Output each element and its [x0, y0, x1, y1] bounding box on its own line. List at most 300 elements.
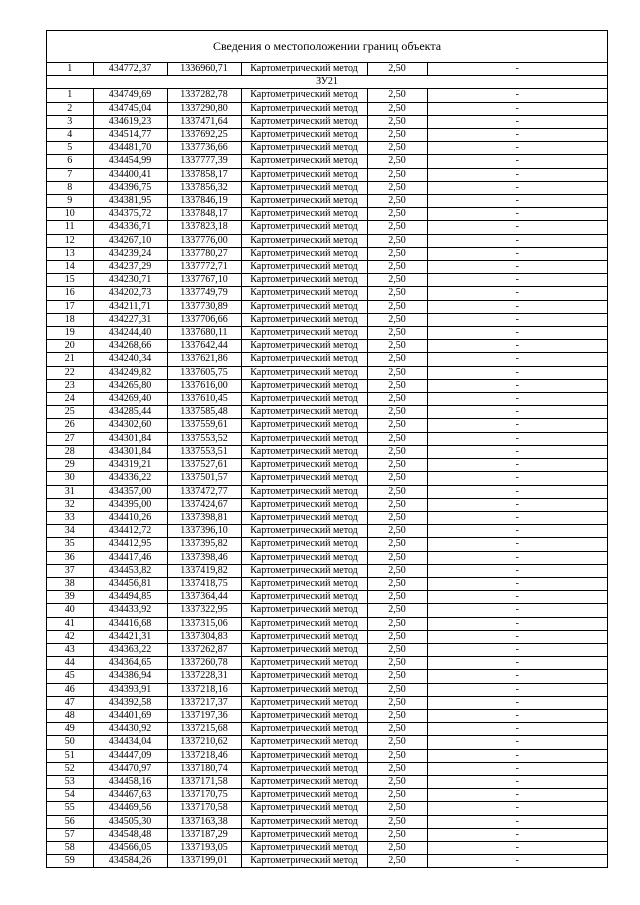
- table-row: [47, 340, 607, 353]
- coord-y: 1337772,71: [167, 261, 241, 274]
- method: Картометрический метод: [241, 445, 367, 458]
- coord-x: 434417,46: [93, 551, 167, 564]
- method: Картометрический метод: [241, 393, 367, 406]
- coord-y: 1337398,81: [167, 511, 241, 524]
- point-number: 47: [47, 696, 93, 709]
- method: Картометрический метод: [241, 498, 367, 511]
- accuracy: 2,50: [367, 538, 427, 551]
- table-row: [47, 762, 607, 775]
- accuracy: 2,50: [367, 379, 427, 392]
- method: Картометрический метод: [241, 300, 367, 313]
- point-number: 38: [47, 577, 93, 590]
- coord-y: 1337553,51: [167, 445, 241, 458]
- coord-y: 1337398,46: [167, 551, 241, 564]
- coord-x: 434447,09: [93, 749, 167, 762]
- method: Картометрический метод: [241, 379, 367, 392]
- point-number: 35: [47, 538, 93, 551]
- table-row: [47, 789, 607, 802]
- coord-y: 1337199,01: [167, 855, 241, 868]
- coord-x: 434363,22: [93, 643, 167, 656]
- point-number: 39: [47, 591, 93, 604]
- description: -: [427, 696, 607, 709]
- coord-y: 1337585,48: [167, 406, 241, 419]
- accuracy: 2,50: [367, 234, 427, 247]
- table-row: [47, 630, 607, 643]
- point-number: 43: [47, 643, 93, 656]
- coord-y: 1337210,62: [167, 736, 241, 749]
- description: -: [427, 63, 607, 76]
- table-row: [47, 327, 607, 340]
- method: Картометрический метод: [241, 181, 367, 194]
- method: Картометрический метод: [241, 459, 367, 472]
- description: -: [427, 168, 607, 181]
- description: -: [427, 247, 607, 260]
- coord-y: 1337315,06: [167, 617, 241, 630]
- description: -: [427, 195, 607, 208]
- coord-x: 434619,23: [93, 115, 167, 128]
- accuracy: 2,50: [367, 102, 427, 115]
- coord-x: 434416,68: [93, 617, 167, 630]
- coord-y: 1337776,00: [167, 234, 241, 247]
- description: -: [427, 261, 607, 274]
- method: Картометрический метод: [241, 670, 367, 683]
- point-number: 14: [47, 261, 93, 274]
- description: -: [427, 736, 607, 749]
- coord-y: 1337706,66: [167, 313, 241, 326]
- method: Картометрический метод: [241, 511, 367, 524]
- method: Картометрический метод: [241, 538, 367, 551]
- table-row: [47, 538, 607, 551]
- table-row: [47, 274, 607, 287]
- table-row: [47, 683, 607, 696]
- point-number: 23: [47, 379, 93, 392]
- method: Картометрический метод: [241, 274, 367, 287]
- table-title: Сведения о местоположении границ объекта: [47, 31, 607, 63]
- method: Картометрический метод: [241, 327, 367, 340]
- table-row: [47, 393, 607, 406]
- method: Картометрический метод: [241, 208, 367, 221]
- point-number: 37: [47, 564, 93, 577]
- accuracy: 2,50: [367, 551, 427, 564]
- description: -: [427, 525, 607, 538]
- coord-y: 1337419,82: [167, 564, 241, 577]
- description: -: [427, 577, 607, 590]
- accuracy: 2,50: [367, 353, 427, 366]
- table-row: [47, 775, 607, 788]
- description: -: [427, 340, 607, 353]
- accuracy: 2,50: [367, 393, 427, 406]
- coord-x: 434566,05: [93, 841, 167, 854]
- coord-y: 1337749,79: [167, 287, 241, 300]
- method: Картометрический метод: [241, 723, 367, 736]
- table-row: [47, 353, 607, 366]
- coord-y: 1337364,44: [167, 591, 241, 604]
- coord-x: 434244,40: [93, 327, 167, 340]
- method: Картометрический метод: [241, 287, 367, 300]
- description: -: [427, 591, 607, 604]
- table-row: [47, 379, 607, 392]
- accuracy: 2,50: [367, 327, 427, 340]
- description: -: [427, 432, 607, 445]
- coord-y: 1336960,71: [167, 63, 241, 76]
- table-row: [47, 181, 607, 194]
- coord-x: 434364,65: [93, 657, 167, 670]
- coord-x: 434469,56: [93, 802, 167, 815]
- coord-y: 1337424,67: [167, 498, 241, 511]
- point-number: 1: [47, 89, 93, 102]
- point-number: 12: [47, 234, 93, 247]
- point-number: 28: [47, 445, 93, 458]
- coord-y: 1337171,58: [167, 775, 241, 788]
- method: Картометрический метод: [241, 657, 367, 670]
- accuracy: 2,50: [367, 195, 427, 208]
- method: Картометрический метод: [241, 762, 367, 775]
- description: -: [427, 379, 607, 392]
- description: -: [427, 841, 607, 854]
- point-number: 22: [47, 366, 93, 379]
- description: -: [427, 89, 607, 102]
- coord-y: 1337767,10: [167, 274, 241, 287]
- method: Картометрический метод: [241, 313, 367, 326]
- description: -: [427, 630, 607, 643]
- point-number: 51: [47, 749, 93, 762]
- description: -: [427, 498, 607, 511]
- description: -: [427, 511, 607, 524]
- point-number: 15: [47, 274, 93, 287]
- coord-x: 434401,69: [93, 709, 167, 722]
- method: Картометрический метод: [241, 261, 367, 274]
- table-row: [47, 564, 607, 577]
- method: Картометрический метод: [241, 775, 367, 788]
- coord-x: 434268,66: [93, 340, 167, 353]
- table-row: [47, 142, 607, 155]
- table-row: [47, 643, 607, 656]
- coord-y: 1337471,64: [167, 115, 241, 128]
- method: Картометрический метод: [241, 591, 367, 604]
- coord-x: 434239,24: [93, 247, 167, 260]
- accuracy: 2,50: [367, 366, 427, 379]
- coord-x: 434410,26: [93, 511, 167, 524]
- point-number: 20: [47, 340, 93, 353]
- description: -: [427, 657, 607, 670]
- method: Картометрический метод: [241, 643, 367, 656]
- coord-y: 1337730,89: [167, 300, 241, 313]
- accuracy: 2,50: [367, 221, 427, 234]
- point-number: 45: [47, 670, 93, 683]
- coord-y: 1337680,11: [167, 327, 241, 340]
- section-label: ЗУ21: [47, 76, 607, 89]
- coord-x: 434412,95: [93, 538, 167, 551]
- coord-x: 434336,71: [93, 221, 167, 234]
- accuracy: 2,50: [367, 749, 427, 762]
- description: -: [427, 749, 607, 762]
- method: Картометрический метод: [241, 366, 367, 379]
- accuracy: 2,50: [367, 775, 427, 788]
- description: -: [427, 617, 607, 630]
- point-number: 55: [47, 802, 93, 815]
- coord-y: 1337218,46: [167, 749, 241, 762]
- coord-x: 434375,72: [93, 208, 167, 221]
- point-number: 57: [47, 828, 93, 841]
- point-number: 40: [47, 604, 93, 617]
- point-number: 3: [47, 115, 93, 128]
- coord-x: 434412,72: [93, 525, 167, 538]
- coord-y: 1337304,83: [167, 630, 241, 643]
- table-row: [47, 313, 607, 326]
- accuracy: 2,50: [367, 432, 427, 445]
- coord-y: 1337610,45: [167, 393, 241, 406]
- point-number: 29: [47, 459, 93, 472]
- table-row: [47, 485, 607, 498]
- point-number: 34: [47, 525, 93, 538]
- accuracy: 2,50: [367, 129, 427, 142]
- point-number: 27: [47, 432, 93, 445]
- coord-x: 434386,94: [93, 670, 167, 683]
- table-row: [47, 749, 607, 762]
- description: -: [427, 551, 607, 564]
- table-row: [47, 828, 607, 841]
- method: Картометрический метод: [241, 129, 367, 142]
- description: -: [427, 419, 607, 432]
- coord-x: 434434,04: [93, 736, 167, 749]
- coordinates-table-body: [47, 63, 607, 867]
- point-number: 16: [47, 287, 93, 300]
- accuracy: 2,50: [367, 472, 427, 485]
- description: -: [427, 208, 607, 221]
- point-number: 48: [47, 709, 93, 722]
- coord-x: 434430,92: [93, 723, 167, 736]
- section-row: [47, 76, 607, 89]
- coord-x: 434227,31: [93, 313, 167, 326]
- description: -: [427, 300, 607, 313]
- table-row: [47, 696, 607, 709]
- table-row: [47, 459, 607, 472]
- coord-x: 434470,97: [93, 762, 167, 775]
- point-number: 1: [47, 63, 93, 76]
- coord-x: 434249,82: [93, 366, 167, 379]
- accuracy: 2,50: [367, 406, 427, 419]
- description: -: [427, 815, 607, 828]
- table-row: [47, 221, 607, 234]
- table-row: [47, 591, 607, 604]
- accuracy: 2,50: [367, 683, 427, 696]
- description: -: [427, 855, 607, 868]
- boundary-table-sheet: [46, 30, 608, 868]
- accuracy: 2,50: [367, 841, 427, 854]
- table-row: [47, 657, 607, 670]
- method: Картометрический метод: [241, 168, 367, 181]
- method: Картометрический метод: [241, 525, 367, 538]
- table-row: [47, 855, 607, 868]
- point-number: 56: [47, 815, 93, 828]
- coord-x: 434302,60: [93, 419, 167, 432]
- accuracy: 2,50: [367, 313, 427, 326]
- coord-x: 434467,63: [93, 789, 167, 802]
- accuracy: 2,50: [367, 604, 427, 617]
- description: -: [427, 643, 607, 656]
- description: -: [427, 155, 607, 168]
- table-row: [47, 802, 607, 815]
- coord-x: 434237,29: [93, 261, 167, 274]
- accuracy: 2,50: [367, 670, 427, 683]
- method: Картометрический метод: [241, 696, 367, 709]
- method: Картометрический метод: [241, 63, 367, 76]
- point-number: 9: [47, 195, 93, 208]
- method: Картометрический метод: [241, 247, 367, 260]
- point-number: 58: [47, 841, 93, 854]
- coord-y: 1337395,82: [167, 538, 241, 551]
- point-number: 32: [47, 498, 93, 511]
- table-row: [47, 498, 607, 511]
- coord-x: 434584,26: [93, 855, 167, 868]
- table-row: [47, 709, 607, 722]
- accuracy: 2,50: [367, 591, 427, 604]
- accuracy: 2,50: [367, 643, 427, 656]
- description: -: [427, 221, 607, 234]
- coord-y: 1337322,95: [167, 604, 241, 617]
- coord-y: 1337642,44: [167, 340, 241, 353]
- coord-y: 1337848,17: [167, 208, 241, 221]
- coord-y: 1337197,36: [167, 709, 241, 722]
- table-row: [47, 736, 607, 749]
- coord-x: 434505,30: [93, 815, 167, 828]
- table-row: [47, 195, 607, 208]
- coord-x: 434211,71: [93, 300, 167, 313]
- method: Картометрический метод: [241, 736, 367, 749]
- accuracy: 2,50: [367, 274, 427, 287]
- accuracy: 2,50: [367, 63, 427, 76]
- coord-y: 1337777,39: [167, 155, 241, 168]
- table-row: [47, 841, 607, 854]
- coord-y: 1337501,57: [167, 472, 241, 485]
- table-row: [47, 261, 607, 274]
- coord-y: 1337217,37: [167, 696, 241, 709]
- coord-x: 434458,16: [93, 775, 167, 788]
- method: Картометрический метод: [241, 749, 367, 762]
- coord-y: 1337621,86: [167, 353, 241, 366]
- method: Картометрический метод: [241, 683, 367, 696]
- point-number: 59: [47, 855, 93, 868]
- method: Картометрический метод: [241, 353, 367, 366]
- table-row: [47, 89, 607, 102]
- coord-x: 434265,80: [93, 379, 167, 392]
- coord-y: 1337616,00: [167, 379, 241, 392]
- description: -: [427, 762, 607, 775]
- coord-y: 1337218,16: [167, 683, 241, 696]
- coord-y: 1337262,87: [167, 643, 241, 656]
- coordinates-table: [47, 63, 607, 867]
- accuracy: 2,50: [367, 459, 427, 472]
- accuracy: 2,50: [367, 300, 427, 313]
- coord-x: 434301,84: [93, 445, 167, 458]
- table-row: [47, 445, 607, 458]
- point-number: 42: [47, 630, 93, 643]
- method: Картометрический метод: [241, 340, 367, 353]
- method: Картометрический метод: [241, 142, 367, 155]
- description: -: [427, 234, 607, 247]
- coord-x: 434267,10: [93, 234, 167, 247]
- point-number: 26: [47, 419, 93, 432]
- description: -: [427, 327, 607, 340]
- description: -: [427, 709, 607, 722]
- table-row: [47, 419, 607, 432]
- accuracy: 2,50: [367, 115, 427, 128]
- accuracy: 2,50: [367, 617, 427, 630]
- table-row: [47, 102, 607, 115]
- coord-y: 1337553,52: [167, 432, 241, 445]
- coord-x: 434548,48: [93, 828, 167, 841]
- coord-x: 434481,70: [93, 142, 167, 155]
- coord-y: 1337290,80: [167, 102, 241, 115]
- accuracy: 2,50: [367, 247, 427, 260]
- coord-x: 434453,82: [93, 564, 167, 577]
- coord-y: 1337215,68: [167, 723, 241, 736]
- coord-x: 434433,92: [93, 604, 167, 617]
- coord-x: 434494,85: [93, 591, 167, 604]
- coord-x: 434285,44: [93, 406, 167, 419]
- point-number: 8: [47, 181, 93, 194]
- method: Картометрический метод: [241, 802, 367, 815]
- accuracy: 2,50: [367, 577, 427, 590]
- method: Картометрический метод: [241, 617, 367, 630]
- coord-x: 434240,34: [93, 353, 167, 366]
- method: Картометрический метод: [241, 815, 367, 828]
- point-number: 50: [47, 736, 93, 749]
- accuracy: 2,50: [367, 142, 427, 155]
- accuracy: 2,50: [367, 485, 427, 498]
- table-row: [47, 525, 607, 538]
- method: Картометрический метод: [241, 419, 367, 432]
- accuracy: 2,50: [367, 564, 427, 577]
- table-row: [47, 168, 607, 181]
- point-number: 54: [47, 789, 93, 802]
- accuracy: 2,50: [367, 709, 427, 722]
- coord-y: 1337260,78: [167, 657, 241, 670]
- description: -: [427, 604, 607, 617]
- coord-x: 434454,99: [93, 155, 167, 168]
- coord-x: 434395,00: [93, 498, 167, 511]
- coord-y: 1337858,17: [167, 168, 241, 181]
- description: -: [427, 775, 607, 788]
- description: -: [427, 445, 607, 458]
- coord-y: 1337418,75: [167, 577, 241, 590]
- point-number: 6: [47, 155, 93, 168]
- coord-y: 1337856,32: [167, 181, 241, 194]
- point-number: 18: [47, 313, 93, 326]
- table-row: [47, 432, 607, 445]
- coord-y: 1337282,78: [167, 89, 241, 102]
- coord-x: 434381,95: [93, 195, 167, 208]
- table-row: [47, 472, 607, 485]
- table-row: [47, 604, 607, 617]
- table-row: [47, 551, 607, 564]
- description: -: [427, 802, 607, 815]
- point-number: 24: [47, 393, 93, 406]
- coord-y: 1337823,18: [167, 221, 241, 234]
- point-number: 25: [47, 406, 93, 419]
- accuracy: 2,50: [367, 155, 427, 168]
- point-number: 53: [47, 775, 93, 788]
- coord-x: 434319,21: [93, 459, 167, 472]
- point-number: 2: [47, 102, 93, 115]
- accuracy: 2,50: [367, 696, 427, 709]
- coord-x: 434772,37: [93, 63, 167, 76]
- description: -: [427, 366, 607, 379]
- coord-y: 1337846,19: [167, 195, 241, 208]
- coord-y: 1337692,25: [167, 129, 241, 142]
- accuracy: 2,50: [367, 287, 427, 300]
- coord-y: 1337180,74: [167, 762, 241, 775]
